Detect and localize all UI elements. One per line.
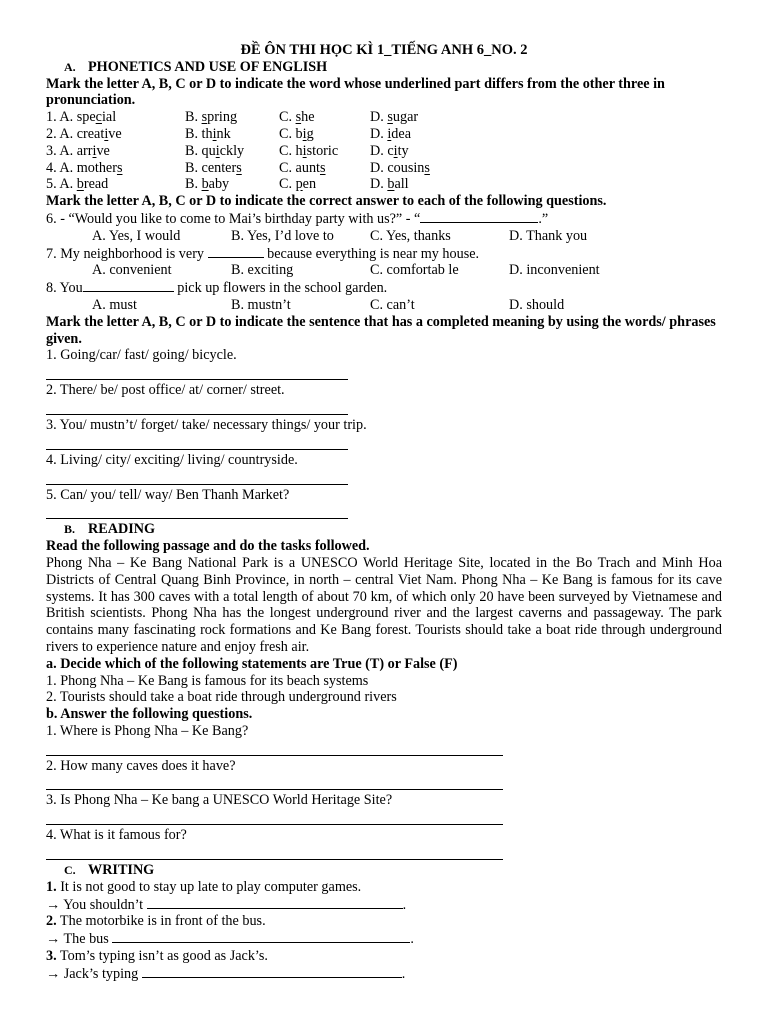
mc-option[interactable]: D. inconvenient [509,262,600,279]
sentence-prompt: 5. Can/ you/ tell/ way/ Ben Thanh Market? [46,486,290,503]
writing-prompt: 1. It is not good to stay up late to play computer games. [46,878,362,895]
mc-questions [46,210,722,314]
writing-rewrite: → The bus . [46,931,414,948]
underlined-sound: i [215,142,220,159]
option-a[interactable]: 2. A. creative [46,125,122,142]
answer-line[interactable] [46,364,348,380]
option-c[interactable]: C. pen [279,176,317,193]
writing-questions [46,879,722,983]
answer-blank[interactable] [147,896,403,909]
option-a[interactable]: 1. A. special [46,109,117,126]
sentence-prompt: 1. Going/car/ fast/ going/ bicycle. [46,347,237,364]
underlined-sound: s [201,109,208,126]
answer-line[interactable] [46,399,348,415]
tf-statement: 2. Tourists should take a boat ride through underground rivers [46,689,397,706]
answer-blank[interactable] [83,279,174,292]
true-false-statements [46,673,722,707]
answer-blank[interactable] [208,245,264,258]
option-a[interactable]: 3. A. arrive [46,142,110,159]
underlined-sound: p [295,176,303,193]
option-b[interactable]: B. quickly [185,142,245,159]
mc-option[interactable]: B. exciting [231,262,294,279]
section-a-heading [46,59,722,76]
mc-option[interactable]: A. convenient [92,262,172,279]
mc-question-stem: 8. You pick up flowers in the school garden. [46,280,388,297]
underlined-sound: s [387,109,393,126]
answer-blank[interactable] [112,930,410,943]
mc-option[interactable]: D. Thank you [509,227,588,244]
section-b-heading [46,521,722,538]
mc-option[interactable]: A. Yes, I would [92,227,181,244]
option-d[interactable]: D. ball [370,176,409,193]
answer-line[interactable] [46,740,503,756]
reading-passage: Phong Nha – Ke Bang National Park is a UNESCO World Heritage Site, located in the Bo Trach and Minh Hoa Districts of Central Quang Binh Province, in north – central Viet Nam. Phong Nha – Ke Bang is famous for its cave systems. It has 300 caves with a total length of about 70 km, of which only 20 have been surveyed by Vietnamese and British scientists. Phong Nha has the longest underground river and the largest caverns and passageway. The park contains many fascinating rock formations and Ke Bang forest. Tourists should take a boat ride through underground rivers to experience nature and enjoy fresh air. [46,554,722,655]
section-title: WRITING [88,862,155,879]
answer-line[interactable] [46,503,348,519]
reading-question: 1. Where is Phong Nha – Ke Bang? [46,722,249,739]
writing-prompt: 2. The motorbike is in front of the bus. [46,913,266,930]
sentence-building-questions [46,347,722,519]
underlined-sound: s [236,159,242,176]
option-c[interactable]: C. big [279,125,314,142]
answer-line[interactable] [46,844,503,860]
underlined-sound: i [212,125,217,142]
option-b[interactable]: B. baby [185,176,230,193]
option-d[interactable]: D. cousins [370,159,430,176]
reading-instruction: Read the following passage and do the tasks followed. [46,538,370,555]
phonetics-instruction: Mark the letter A, B, C or D to indicate the word whose underlined part differs from the other three in pronunciation. [46,75,665,109]
reading-questions [46,723,722,860]
section-title: READING [88,521,156,538]
mc-question-stem: 6. - “Would you like to come to Mai’s birthday party with us?” - “ .” [46,210,549,227]
page-title: ĐỀ ÔN THI HỌC KÌ 1_TIẾNG ANH 6_NO. 2 [240,42,528,58]
mc-instruction: Mark the letter A, B, C or D to indicate the correct answer to each of the following questions. [46,193,607,210]
phonetics-question-row [46,109,722,126]
worksheet-content [46,42,722,983]
writing-number: 3. [46,948,57,965]
underlined-sound: s [116,159,123,176]
underlined-sound: b [201,176,209,193]
tf-statement: 1. Phong Nha – Ke Bang is famous for its beach systems [46,672,369,689]
section-letter: C. [64,863,76,878]
mc-question-stem: 7. My neighborhood is very because everything is near my house. [46,245,480,262]
mc-option[interactable]: D. should [509,296,565,313]
mc-option[interactable]: C. can’t [370,296,415,313]
option-d[interactable]: D. city [370,142,409,159]
sentence-instruction: Mark the letter A, B, C or D to indicate the sentence that has a completed meaning by using the words/ phrases given. [46,313,716,347]
option-b[interactable]: B. spring [185,109,238,126]
underlined-sound: i [104,125,109,142]
answer-line[interactable] [46,774,503,790]
answer-questions-title: b. Answer the following questions. [46,706,253,723]
option-b[interactable]: B. think [185,125,231,142]
sentence-prompt: 4. Living/ city/ exciting/ living/ countryside. [46,451,298,468]
answer-line[interactable] [46,434,348,450]
underlined-sound: b [76,176,84,193]
underlined-sound: s [424,159,430,176]
answer-blank[interactable] [142,965,402,978]
section-letter: A. [64,59,76,74]
writing-number: 2. [46,913,57,930]
option-b[interactable]: B. centers [185,159,242,176]
mc-options-row [46,228,722,245]
underlined-sound: i [387,125,392,142]
option-d[interactable]: D. idea [370,125,411,142]
reading-question: 3. Is Phong Nha – Ke bang a UNESCO World Heritage Site? [46,792,393,809]
true-false-title: a. Decide which of the following statements are True (T) or False (F) [46,655,458,672]
answer-blank[interactable] [420,210,538,223]
reading-question: 4. What is it famous for? [46,827,187,844]
underlined-sound: i [393,142,398,159]
phonetics-questions [46,109,722,193]
writing-rewrite: → Jack’s typing . [46,965,406,982]
mc-option[interactable]: A. must [92,296,137,313]
section-title: PHONETICS AND USE OF ENGLISH [88,58,328,75]
answer-line[interactable] [46,469,348,485]
underlined-sound: i [92,142,97,159]
writing-number: 1. [46,878,57,895]
phonetics-question-row [46,160,722,177]
option-c[interactable]: C. historic [279,142,339,159]
writing-prompt: 3. Tom’s typing isn’t as good as Jack’s. [46,948,268,965]
underlined-sound: i [302,142,307,159]
underlined-sound: i [302,125,307,142]
section-letter: B. [64,522,76,537]
sentence-prompt: 3. You/ mustn’t/ forget/ take/ necessary things/ your trip. [46,416,367,433]
option-c[interactable]: C. she [279,109,315,126]
reading-question: 2. How many caves does it have? [46,757,236,774]
option-a[interactable]: 5. A. bread [46,176,109,193]
answer-line[interactable] [46,809,503,825]
mc-option[interactable]: C. Yes, thanks [370,227,451,244]
underlined-sound: s [295,109,302,126]
underlined-sound: b [387,176,395,193]
section-c-heading [46,862,722,879]
writing-rewrite: → You shouldn’t . [46,896,407,913]
mc-options-row [46,297,722,314]
phonetics-question-row [46,176,722,193]
mc-option[interactable]: C. comfortab le [370,262,459,279]
mc-option[interactable]: B. mustn’t [231,296,291,313]
option-c[interactable]: C. aunts [279,159,326,176]
sentence-prompt: 2. There/ be/ post office/ at/ corner/ street. [46,382,285,399]
mc-option[interactable]: B. Yes, I’d love to [231,227,334,244]
underlined-sound: s [319,159,326,176]
phonetics-question-row [46,143,722,160]
option-d[interactable]: D. sugar [370,109,419,126]
phonetics-question-row [46,126,722,143]
underlined-sound: c [95,109,102,126]
mc-options-row [46,262,722,279]
option-a[interactable]: 4. A. mothers [46,159,123,176]
